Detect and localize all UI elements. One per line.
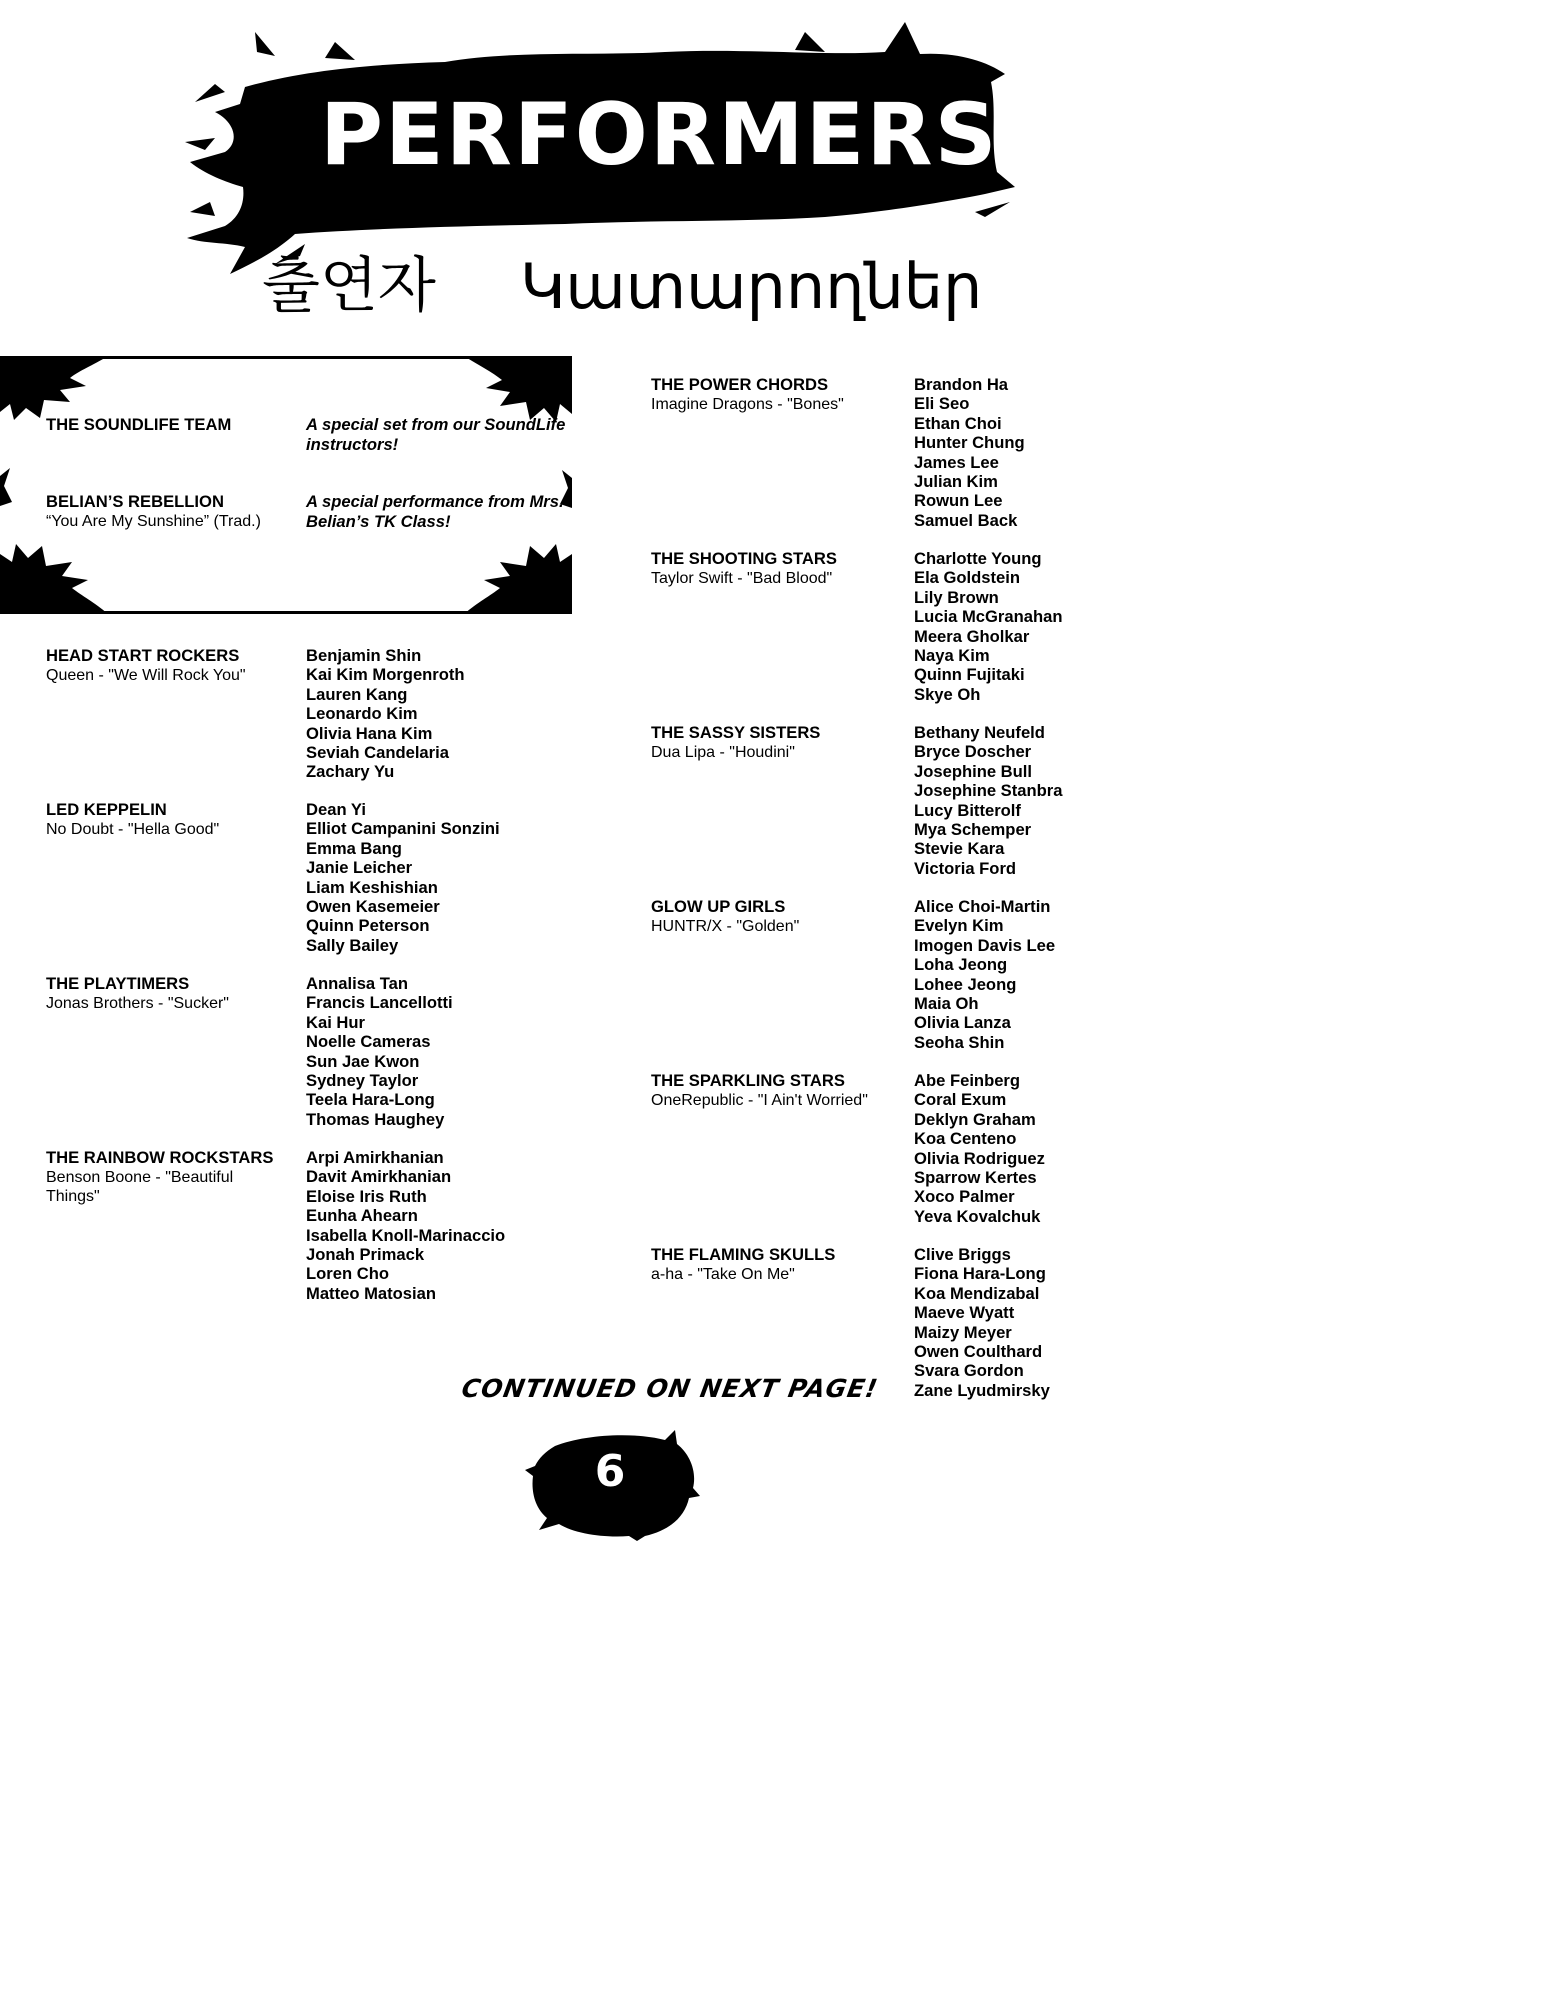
group-song: Imagine Dragons - "Bones" bbox=[651, 395, 844, 413]
group-name: HEAD START ROCKERS bbox=[46, 646, 240, 665]
member-name: Victoria Ford bbox=[914, 858, 1017, 878]
member-name: Lauren Kang bbox=[306, 684, 408, 704]
member-name: Lucy Bitterolf bbox=[914, 800, 1021, 820]
member-name: Eli Seo bbox=[914, 394, 970, 414]
page-title: PERFORMERS bbox=[320, 85, 999, 185]
member-name: Matteo Matosian bbox=[306, 1283, 436, 1303]
group-name: THE POWER CHORDS bbox=[651, 375, 829, 394]
member-name: Jonah Primack bbox=[306, 1245, 425, 1265]
subtitle-row bbox=[262, 250, 1002, 336]
special-box-brush-frame bbox=[0, 356, 572, 614]
member-name: Seoha Shin bbox=[914, 1032, 1005, 1052]
member-name: Josephine Stanbra bbox=[914, 781, 1063, 801]
member-list bbox=[914, 897, 1055, 1052]
special-performances-box bbox=[0, 356, 572, 614]
member-name: Maia Oh bbox=[914, 994, 979, 1014]
member-name: Hunter Chung bbox=[914, 433, 1025, 453]
special-group bbox=[46, 415, 231, 435]
group-song: Taylor Swift - "Bad Blood" bbox=[651, 569, 833, 587]
member-name: Lucia McGranahan bbox=[914, 607, 1063, 627]
member-name: Ela Goldstein bbox=[914, 568, 1021, 588]
member-name: Bryce Doscher bbox=[914, 742, 1032, 762]
group-song: No Doubt - "Hella Good" bbox=[46, 820, 220, 838]
group-name: BELIAN’S REBELLION bbox=[46, 492, 224, 511]
member-name: Loha Jeong bbox=[914, 955, 1008, 975]
group-song: Queen - "We Will Rock You" bbox=[46, 666, 246, 684]
group-block bbox=[651, 1071, 1171, 1226]
member-name: Charlotte Young bbox=[914, 549, 1042, 568]
member-name: Maizy Meyer bbox=[914, 1322, 1012, 1342]
special-note: A special performance from Mrs. Belian’s TK Class! bbox=[306, 492, 564, 531]
member-name: Loren Cho bbox=[306, 1264, 389, 1284]
member-name: Coral Exum bbox=[914, 1090, 1007, 1110]
member-name: Mya Schemper bbox=[914, 820, 1032, 840]
group-name: LED KEPPELIN bbox=[46, 800, 167, 819]
member-name: Lohee Jeong bbox=[914, 974, 1017, 994]
group-block bbox=[651, 897, 1171, 1052]
group-song: Jonas Brothers - "Sucker" bbox=[46, 994, 229, 1012]
group-song: Dua Lipa - "Houdini" bbox=[651, 743, 795, 761]
member-name: Josephine Bull bbox=[914, 761, 1033, 781]
group-name: THE SASSY SISTERS bbox=[651, 723, 821, 742]
member-name: Isabella Knoll-Marinaccio bbox=[306, 1225, 506, 1245]
member-name: Kai Hur bbox=[306, 1012, 366, 1032]
member-name: Xoco Palmer bbox=[914, 1187, 1015, 1207]
member-name: Davit Amirkhanian bbox=[306, 1167, 452, 1187]
member-name: Ethan Choi bbox=[914, 413, 1002, 433]
group-block bbox=[651, 723, 1171, 878]
member-name: Julian Kim bbox=[914, 472, 998, 492]
member-name: Samuel Back bbox=[914, 510, 1018, 530]
group-block bbox=[651, 549, 1171, 704]
member-name: Maeve Wyatt bbox=[914, 1303, 1015, 1323]
member-list bbox=[306, 646, 465, 782]
member-name: Zachary Yu bbox=[306, 762, 395, 782]
member-name: James Lee bbox=[914, 452, 999, 472]
member-name: Thomas Haughey bbox=[306, 1109, 445, 1129]
member-name: Eloise Iris Ruth bbox=[306, 1186, 427, 1206]
member-list bbox=[306, 974, 453, 1129]
member-list bbox=[914, 549, 1062, 704]
member-name: Benjamin Shin bbox=[306, 646, 422, 665]
member-name: Lily Brown bbox=[914, 587, 999, 607]
group-block bbox=[46, 646, 566, 782]
group-block bbox=[46, 1148, 566, 1303]
member-name: Quinn Peterson bbox=[306, 916, 430, 936]
member-name: Imogen Davis Lee bbox=[914, 935, 1056, 955]
member-list bbox=[914, 1071, 1045, 1226]
member-name: Svara Gordon bbox=[914, 1361, 1024, 1381]
member-name: Zane Lyudmirsky bbox=[914, 1380, 1050, 1400]
member-list bbox=[306, 800, 500, 955]
member-name: Abe Feinberg bbox=[914, 1071, 1021, 1090]
member-name: Arpi Amirkhanian bbox=[306, 1148, 444, 1167]
member-name: Eunha Ahearn bbox=[306, 1206, 418, 1226]
member-name: Janie Leicher bbox=[306, 858, 413, 878]
member-name: Olivia Rodriguez bbox=[914, 1148, 1045, 1168]
group-name: THE SHOOTING STARS bbox=[651, 549, 837, 568]
member-name: Owen Kasemeier bbox=[306, 897, 440, 917]
member-list bbox=[914, 375, 1025, 530]
continued-on-next-page: CONTINUED ON NEXT PAGE! bbox=[459, 1374, 881, 1403]
page-number: 6 bbox=[594, 1446, 626, 1497]
subtitle-armenian: Կատարողներ bbox=[520, 250, 983, 323]
group-song: Benson Boone - "Beautiful Things" bbox=[46, 1168, 234, 1205]
group-block bbox=[46, 800, 566, 955]
member-name: Deklyn Graham bbox=[914, 1109, 1036, 1129]
member-name: Sally Bailey bbox=[306, 935, 399, 955]
group-song: OneRepublic - "I Ain't Worried" bbox=[651, 1091, 868, 1109]
special-group bbox=[46, 492, 261, 531]
member-name: Naya Kim bbox=[914, 646, 990, 666]
member-name: Evelyn Kim bbox=[914, 916, 1004, 936]
group-block bbox=[46, 974, 566, 1129]
member-name: Francis Lancellotti bbox=[306, 993, 453, 1013]
member-name: Rowun Lee bbox=[914, 491, 1003, 511]
member-name: Bethany Neufeld bbox=[914, 723, 1045, 742]
group-name: THE SOUNDLIFE TEAM bbox=[46, 415, 232, 434]
member-name: Sydney Taylor bbox=[306, 1071, 419, 1091]
member-name: Meera Gholkar bbox=[914, 626, 1030, 646]
group-block bbox=[651, 1245, 1171, 1400]
member-name: Koa Centeno bbox=[914, 1129, 1017, 1149]
member-name: Olivia Hana Kim bbox=[306, 723, 433, 743]
member-name: Teela Hara-Long bbox=[306, 1090, 435, 1110]
group-song: HUNTR/X - "Golden" bbox=[651, 917, 800, 935]
group-name: THE FLAMING SKULLS bbox=[651, 1245, 836, 1264]
member-name: Yeva Kovalchuk bbox=[914, 1206, 1041, 1226]
member-name: Noelle Cameras bbox=[306, 1032, 431, 1052]
member-list bbox=[306, 1148, 505, 1303]
member-name: Owen Coulthard bbox=[914, 1342, 1043, 1362]
member-name: Annalisa Tan bbox=[306, 974, 409, 993]
group-name: THE SPARKLING STARS bbox=[651, 1071, 845, 1090]
member-name: Leonardo Kim bbox=[306, 704, 418, 724]
member-list bbox=[914, 723, 1062, 878]
group-song: “You Are My Sunshine” (Trad.) bbox=[46, 512, 261, 530]
member-name: Liam Keshishian bbox=[306, 877, 438, 897]
member-name: Skye Oh bbox=[914, 684, 981, 704]
group-block bbox=[651, 375, 1171, 530]
group-song: a-ha - "Take On Me" bbox=[651, 1265, 795, 1283]
member-name: Elliot Campanini Sonzini bbox=[306, 819, 500, 839]
member-name: Brandon Ha bbox=[914, 375, 1009, 394]
member-name: Quinn Fujitaki bbox=[914, 665, 1025, 685]
member-name: Sun Jae Kwon bbox=[306, 1051, 420, 1071]
member-name: Seviah Candelaria bbox=[306, 743, 449, 763]
member-name: Olivia Lanza bbox=[914, 1013, 1011, 1033]
member-name: Emma Bang bbox=[306, 838, 402, 858]
group-name: THE RAINBOW ROCKSTARS bbox=[46, 1148, 274, 1167]
member-name: Kai Kim Morgenroth bbox=[306, 665, 465, 685]
member-name: Clive Briggs bbox=[914, 1245, 1011, 1264]
special-note: A special set from our SoundLife instructors! bbox=[306, 415, 566, 454]
member-list bbox=[914, 1245, 1050, 1400]
group-name: GLOW UP GIRLS bbox=[651, 897, 786, 916]
member-name: Stevie Kara bbox=[914, 839, 1005, 859]
member-name: Sparrow Kertes bbox=[914, 1168, 1037, 1188]
member-name: Fiona Hara-Long bbox=[914, 1264, 1046, 1284]
member-name: Alice Choi-Martin bbox=[914, 897, 1051, 916]
subtitle-korean: 출연자 bbox=[262, 251, 436, 321]
group-name: THE PLAYTIMERS bbox=[46, 974, 190, 993]
member-name: Dean Yi bbox=[306, 800, 366, 819]
member-name: Koa Mendizabal bbox=[914, 1283, 1040, 1303]
